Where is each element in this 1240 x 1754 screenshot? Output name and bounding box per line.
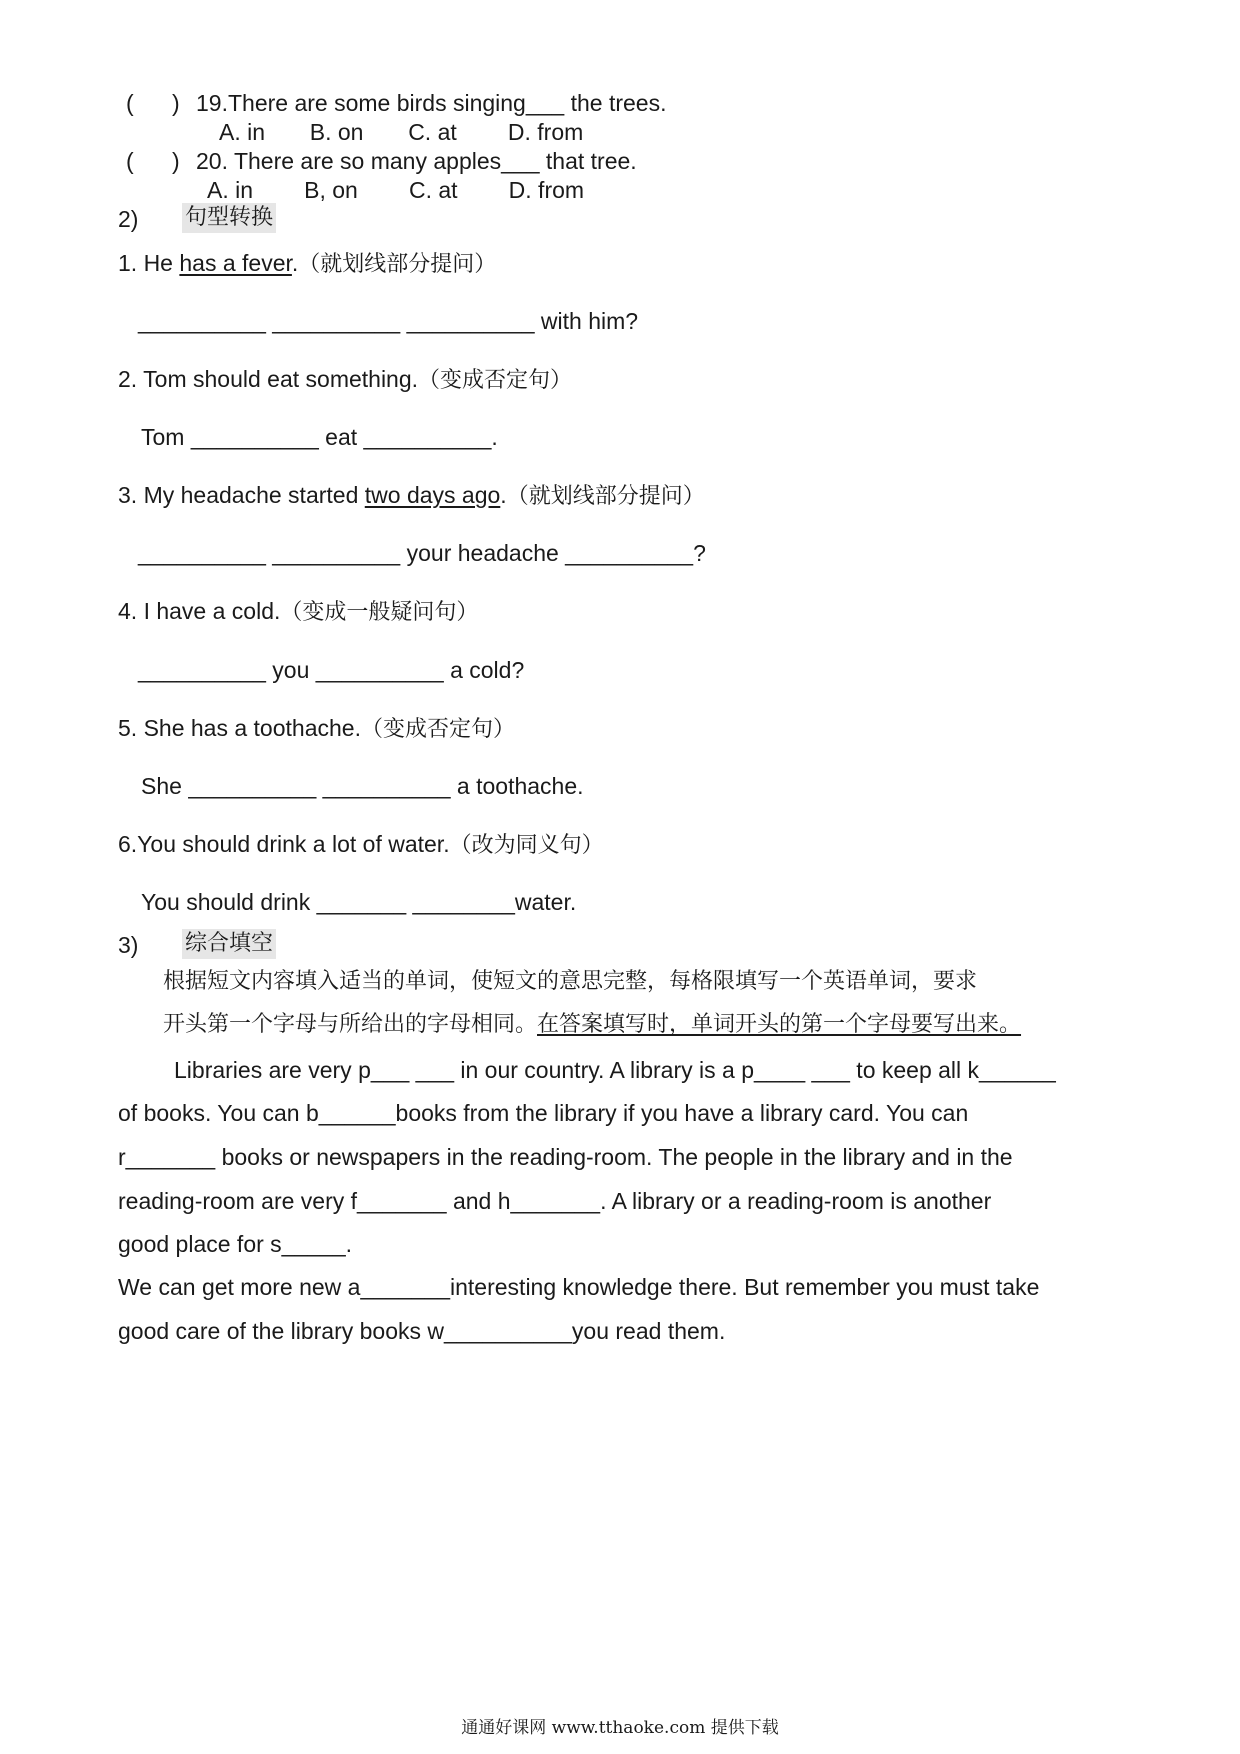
answer-line-1: __________ __________ __________ with him?	[138, 308, 639, 334]
item-text: 6.You should drink a lot of water.	[118, 831, 450, 857]
transform-item-4	[118, 596, 478, 628]
transform-item-1	[118, 248, 496, 280]
item-hint: （变成否定句）	[360, 717, 515, 742]
instructions-underlined: 在答案填写时，单词开头的第一个字母要写出来。	[537, 1012, 1022, 1037]
answer-line-3: __________ __________ your headache __________?	[138, 540, 706, 566]
item-text: 3. My headache started	[118, 482, 365, 508]
passage-line-4: reading-room are very f_______ and h_______. A library or a reading-room is another	[118, 1188, 992, 1214]
transform-item-5	[118, 713, 515, 745]
question-19-options: A. in B. on C. at D. from	[219, 119, 584, 145]
item-punct: .	[291, 250, 299, 276]
answer-line-6: You should drink _______ ________water.	[141, 889, 577, 915]
instructions-line-1: 根据短文内容填入适当的单词，使短文的意思完整，每格限填写一个英语单词，要求	[163, 969, 978, 994]
item-text: 5. She has a toothache.	[118, 715, 361, 741]
answer-line-4: __________ you __________ a cold?	[138, 657, 525, 683]
passage-line-1: Libraries are very p___ ___ in our country. A library is a p____ ___ to keep all k______	[174, 1057, 1056, 1083]
page-footer: 通通好课网 www.tthaoke.com 提供下载	[461, 1718, 779, 1738]
transform-item-2	[118, 364, 572, 396]
transform-item-6	[118, 829, 604, 861]
question-20-options: A. in B, on C. at D. from	[207, 177, 585, 203]
section-2-number: 2)	[118, 206, 139, 232]
instructions-text: 开头第一个字母与所给出的字母相同。	[163, 1012, 538, 1037]
item-text: 2. Tom should eat something.	[118, 366, 419, 392]
passage-line-5: good place for s_____.	[118, 1231, 353, 1257]
answer-line-2: Tom __________ eat __________.	[141, 424, 498, 450]
question-19-stem: 19.There are some birds singing___ the trees.	[196, 90, 667, 116]
item-text: 1. He	[118, 250, 180, 276]
passage-line-7: good care of the library books w__________you read them.	[118, 1318, 726, 1344]
item-hint: （变成一般疑问句）	[280, 600, 479, 625]
item-text: 4. I have a cold.	[118, 598, 281, 624]
passage-line-6: We can get more new a_______interesting knowledge there. But remember you must take	[118, 1274, 1040, 1300]
item-punct: .	[500, 482, 507, 508]
passage-line-2: of books. You can b______books from the library if you have a library card. You can	[118, 1100, 969, 1126]
question-20-stem: 20. There are so many apples___ that tree.	[196, 148, 637, 174]
transform-item-3	[118, 480, 705, 512]
section-2-title: 句型转换	[182, 203, 276, 233]
question-20-paren: ( )	[126, 148, 180, 174]
item-hint: （变成否定句）	[418, 368, 573, 393]
underlined-phrase: has a fever	[179, 250, 292, 276]
underlined-phrase: two days ago	[364, 482, 501, 508]
question-19-paren: ( )	[126, 90, 180, 116]
item-hint: （就划线部分提问）	[298, 252, 497, 277]
passage-line-3: r_______ books or newspapers in the reading-room. The people in the library and in the	[118, 1144, 1013, 1170]
section-3-title: 综合填空	[182, 929, 276, 959]
item-hint: （就划线部分提问）	[506, 484, 705, 509]
item-hint: （改为同义句）	[449, 833, 604, 858]
section-3-number: 3)	[118, 932, 139, 958]
instructions-line-2	[163, 1010, 1021, 1040]
answer-line-5: She __________ __________ a toothache.	[141, 773, 584, 799]
